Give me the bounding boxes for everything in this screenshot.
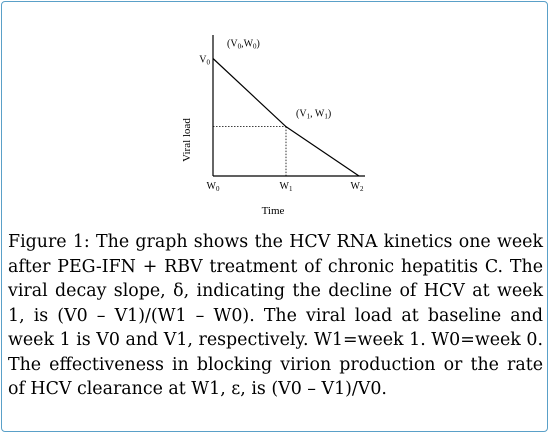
- y-axis-label: Viral load: [181, 118, 193, 162]
- viral-decay-line: [213, 59, 359, 177]
- caption-label: Figure 1:: [8, 232, 90, 252]
- point-label-v1-w1: ($V_1$, $W_1$): [296, 108, 332, 121]
- x-axis-label: Time: [261, 205, 285, 217]
- x-tick-label-w2: $W_2$: [350, 181, 364, 193]
- caption-text: The graph shows the HCV RNA kinetics one week after PEG-IFN + RBV treatment of chronic hepatitis C. The viral decay slope, δ, indicating the decline of HCV at week 1, is (V0 – V1)/(W1 – W0). The viral load at baseline and week 1 is V0 and V1, respectively. W1=week 1. W0=week 0. The effectiveness in blocking virion production or the rate of HCV clearance at W1, ε, is (V0 – V1)/V0.: [8, 232, 543, 399]
- figure-caption: [8, 230, 543, 402]
- point-label-v0-w0: $(V_0,W_0)$: [227, 38, 260, 51]
- y-tick-label-v0: $V_0$: [199, 54, 210, 67]
- x-tick-label-w0: $W_0$: [206, 181, 220, 193]
- x-tick-label-w1: $W_1$: [279, 181, 293, 193]
